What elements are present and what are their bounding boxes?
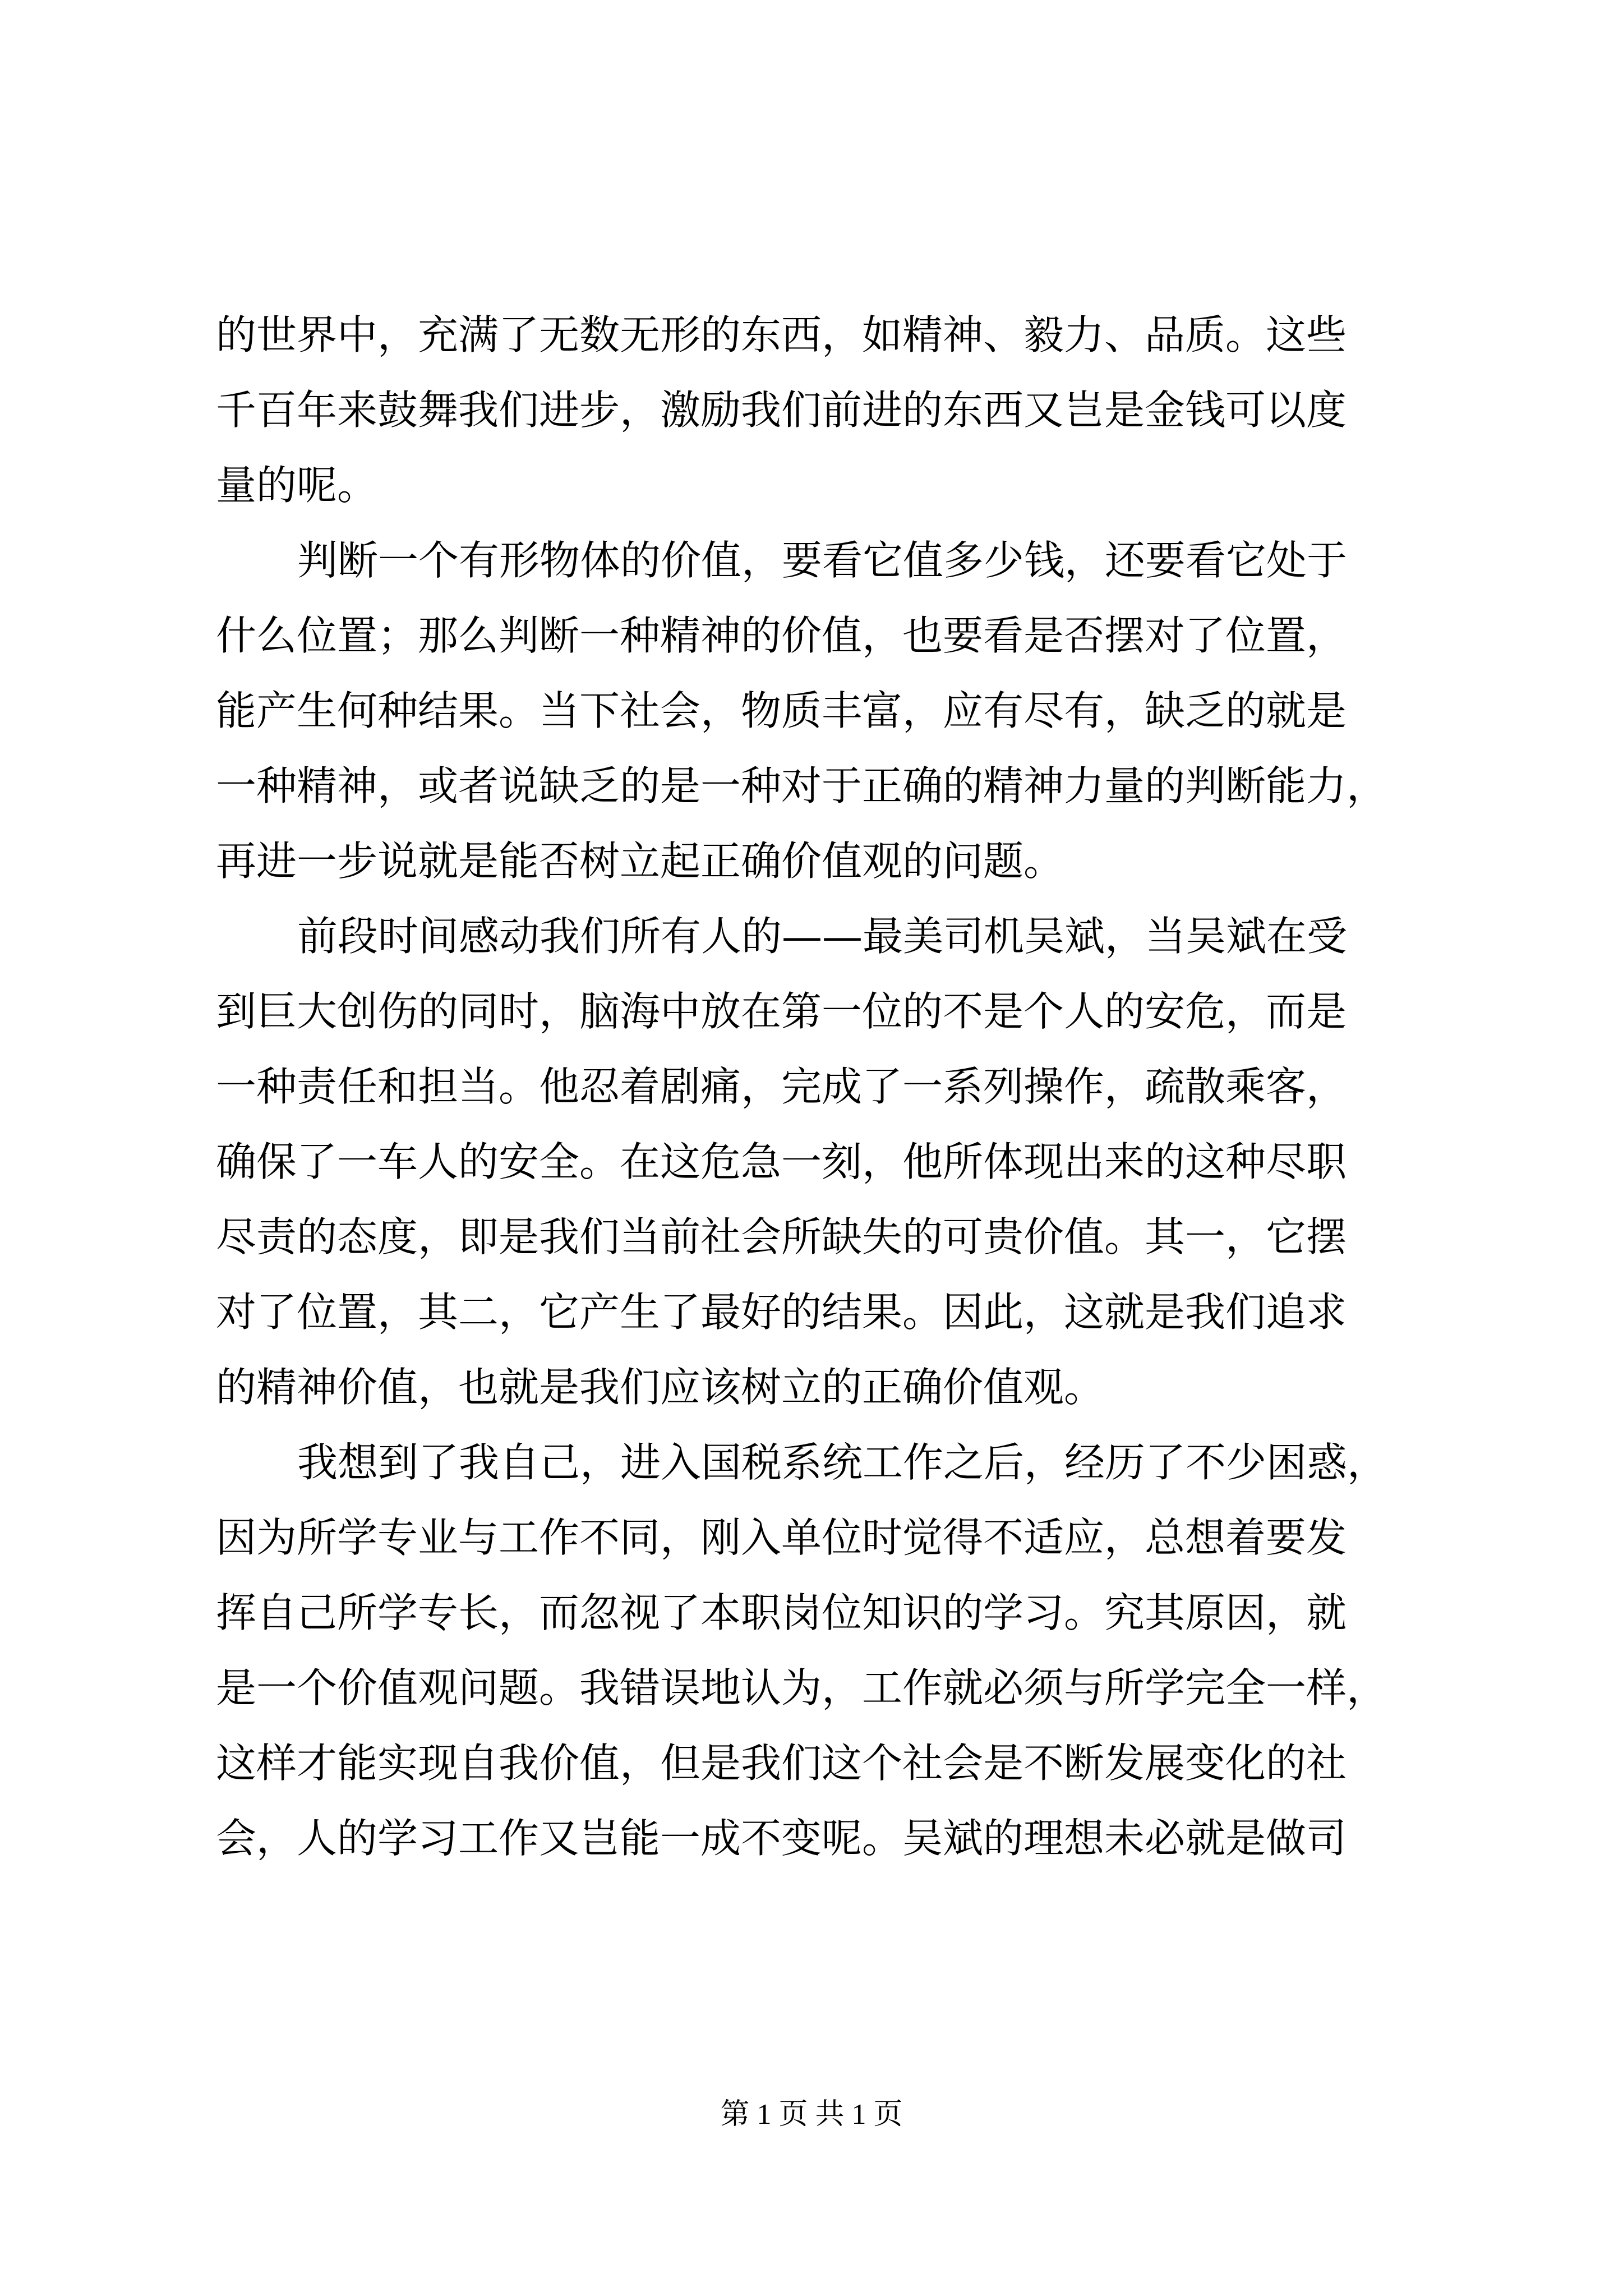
text-line: 一种责任和担当。他忍着剧痛，完成了一系列操作，疏散乘客， <box>216 1063 1347 1110</box>
paragraph-first-line: 我想到了我自己，进入国税系统工作之后，经历了不少困惑， <box>297 1439 1388 1486</box>
text-line: 能产生何种结果。当下社会，物质丰富，应有尽有，缺乏的就是 <box>216 687 1347 734</box>
text-line: 这样才能实现自我价值，但是我们这个社会是不断发展变化的社 <box>216 1740 1347 1787</box>
document-body <box>216 297 1416 1876</box>
text-line: 什么位置；那么判断一种精神的价值，也要看是否摆对了位置， <box>216 612 1347 659</box>
text-line: 会，人的学习工作又岂能一成不变呢。吴斌的理想未必就是做司 <box>216 1815 1347 1862</box>
text-line: 确保了一车人的安全。在这危急一刻，他所体现出来的这种尽职 <box>216 1138 1347 1185</box>
text-line: 是一个价值观问题。我错误地认为，工作就必须与所学完全一样， <box>216 1664 1387 1711</box>
text-line: 一种精神，或者说缺乏的是一种对于正确的精神力量的判断能力， <box>216 762 1387 809</box>
text-line: 的世界中，充满了无数无形的东西，如精神、毅力、品质。这些 <box>216 311 1347 358</box>
text-line: 千百年来鼓舞我们进步，激励我们前进的东西又岂是金钱可以度 <box>216 386 1347 434</box>
text-line: 到巨大创伤的同时，脑海中放在第一位的不是个人的安危，而是 <box>216 988 1347 1035</box>
text-line: 对了位置，其二，它产生了最好的结果。因此，这就是我们追求 <box>216 1289 1347 1336</box>
text-line: 再进一步说就是能否树立起正确价值观的问题。 <box>216 838 1064 885</box>
paragraph-first-line: 前段时间感动我们所有人的——最美司机吴斌，当吴斌在受 <box>297 913 1348 960</box>
text-line: 因为所学专业与工作不同，刚入单位时觉得不适应，总想着要发 <box>216 1514 1347 1561</box>
text-line: 挥自己所学专长，而忽视了本职岗位知识的学习。究其原因，就 <box>216 1589 1347 1636</box>
text-line: 量的呢。 <box>216 462 378 509</box>
text-line: 的精神价值，也就是我们应该树立的正确价值观。 <box>216 1364 1105 1411</box>
text-line: 尽责的态度，即是我们当前社会所缺失的可贵价值。其一，它摆 <box>216 1213 1347 1260</box>
paragraph-first-line: 判断一个有形物体的价值，要看它值多少钱，还要看它处于 <box>297 537 1348 584</box>
page-footer: 第 1 页 共 1 页 <box>720 2099 903 2131</box>
